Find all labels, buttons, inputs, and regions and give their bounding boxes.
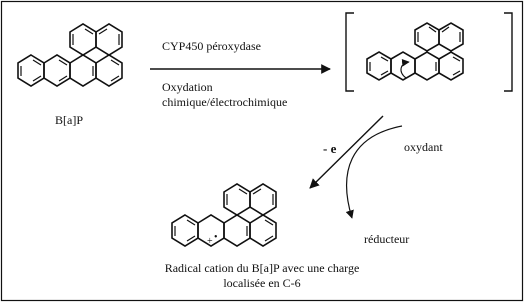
oxidation-label: Oxydation [162, 80, 213, 94]
electron-loss-label: - e [323, 141, 337, 156]
reactant-label: B[a]P [55, 113, 83, 127]
caption-line-1: Radical cation du B[a]P avec une charge [164, 261, 360, 275]
radical-dot: • [214, 232, 218, 243]
oxidation-method-label: chimique/électrochimique [162, 95, 288, 109]
charge-sign: + [207, 236, 213, 247]
enzyme-label: CYP450 péroxydase [162, 39, 261, 53]
reductant-label: réducteur [364, 232, 410, 246]
oxidant-label: oxydant [404, 140, 443, 154]
caption-line-2: localisée en C-6 [223, 276, 301, 290]
